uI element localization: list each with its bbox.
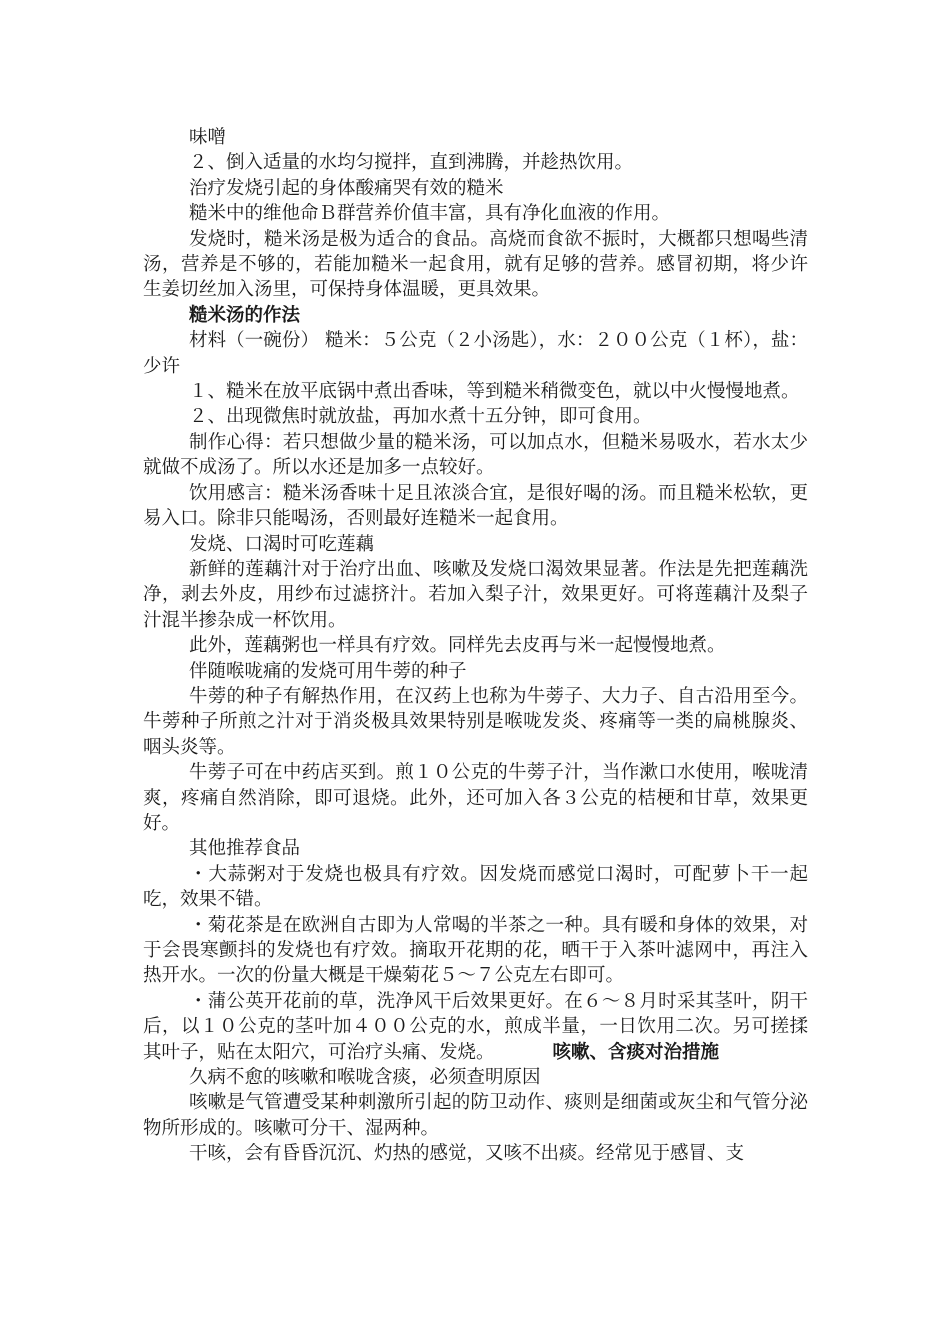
paragraph-lotus-porridge: 此外，莲藕粥也一样具有疗效。同样先去皮再与米一起慢慢地煮。 [189, 635, 726, 657]
heading-brown-rice-recipe: 糙米汤的作法 [189, 304, 301, 326]
paragraph-ingredients: 材料（一碗份） 糙米：５公克（２小汤匙），水：２００公克（１杯），盐：少许 [143, 330, 808, 377]
paragraph-dandelion [143, 989, 808, 1065]
paragraph-dry-cough: 干咳，会有昏昏沉沉、灼热的感觉，又咳不出痰。经常见于感冒、支 [189, 1143, 745, 1165]
heading-cough-phlegm: 咳嗽、含痰对治措施 [552, 1041, 720, 1063]
paragraph-cooking-tips: 制作心得：若只想做少量的糙米汤，可以加点水，但糙米易吸水，若水太少就做不成汤了。所以水还是加多一点较好。 [143, 431, 808, 479]
paragraph-lotus-juice: 新鲜的莲藕汁对于治疗出血、咳嗽及发烧口渴效果显著。作法是先把莲藕洗净，剥去外皮，用纱布过滤挤汁。若加入梨子汁，效果更好。可将莲藕汁及梨子汁混半掺杂成一杯饮用。 [143, 558, 808, 631]
paragraph-burdock-gargle: 牛蒡子可在中药店买到。煎１０公克的牛蒡子汁，当作漱口水使用，喉咙清爽，疼痛自然消除，即可退烧。此外，还可加入各３公克的桔梗和甘草，效果更好。 [143, 762, 808, 834]
paragraph-chrysanthemum-tea: ・菊花茶是在欧洲自古即为人常喝的半茶之一种。具有暖和身体的效果，对于会畏寒颤抖的发烧也有疗效。摘取开花期的花，晒干于入茶叶滤网中，再注入热开水。一次的份量大概是干燥菊花５～７公克左右即可。 [143, 914, 808, 987]
paragraph-recipe-step-1: １、糙米在放平底锅中煮出香味，等到糙米稍微变色，就以中火慢慢地煮。 [189, 381, 800, 403]
dandelion-text: ・蒲公英开花前的草，洗净风干后效果更好。在６～８月时采其茎叶，阴干后，以１０公克的茎叶加４００公克的水，煎成半量，一日饮用二次。另可搓揉其叶子，贴在太阳穴，可治疗头痛、发烧。 [143, 990, 808, 1063]
heading-chronic-cough: 久病不愈的咳嗽和喉咙含痰，必须查明原因 [189, 1067, 541, 1089]
heading-lotus-root: 发烧、口渴时可吃莲藕 [189, 533, 375, 555]
paragraph-cough-definition: 咳嗽是气管遭受某种刺激所引起的防卫动作、痰则是细菌或灰尘和气管分泌物所形成的。咳嗽可分干、湿两种。 [143, 1092, 808, 1139]
paragraph-weizeng: 味噌 [189, 127, 227, 148]
paragraph-tasting-notes: 饮用感言：糙米汤香味十足且浓淡合宜，是很好喝的汤。而且糙米松软，更易入口。除非只能喝汤，否则最好连糙米一起食用。 [143, 482, 808, 530]
heading-burdock-seed: 伴随喉咙痛的发烧可用牛蒡的种子 [189, 660, 467, 682]
heading-other-foods: 其他推荐食品 [189, 838, 301, 860]
heading-brown-rice-fever: 治疗发烧引起的身体酸痛哭有效的糙米 [189, 177, 504, 199]
paragraph-vitamin-b: 糙米中的维他命Ｂ群营养价值丰富，具有净化血液的作用。 [189, 203, 671, 225]
paragraph-brown-rice-soup: 发烧时，糙米汤是极为适合的食品。高烧而食欲不振时，大概都只想喝些清汤，营养是不够的，若能加糙米一起食用，就有足够的营养。感冒初期，将少许生姜切丝加入汤里，可保持身体温暖，更具效果。 [143, 228, 808, 301]
paragraph-step-2-stir: ２、倒入适量的水均匀搅拌，直到沸腾，并趁热饮用。 [189, 152, 634, 174]
paragraph-burdock-seed: 牛蒡的种子有解热作用，在汉药上也称为牛蒡子、大力子、自古沿用至今。牛蒡种子所煎之汁对于消炎极具效果特别是喉咙发炎、疼痛等一类的扁桃腺炎、咽头炎等。 [143, 685, 808, 758]
paragraph-garlic-porridge: ・大蒜粥对于发烧也极具有疗效。因发烧而感觉口渴时，可配萝卜干一起吃，效果不错。 [143, 863, 808, 911]
paragraph-recipe-step-2: ２、出现微焦时就放盐，再加水煮十五分钟，即可食用。 [189, 406, 652, 428]
